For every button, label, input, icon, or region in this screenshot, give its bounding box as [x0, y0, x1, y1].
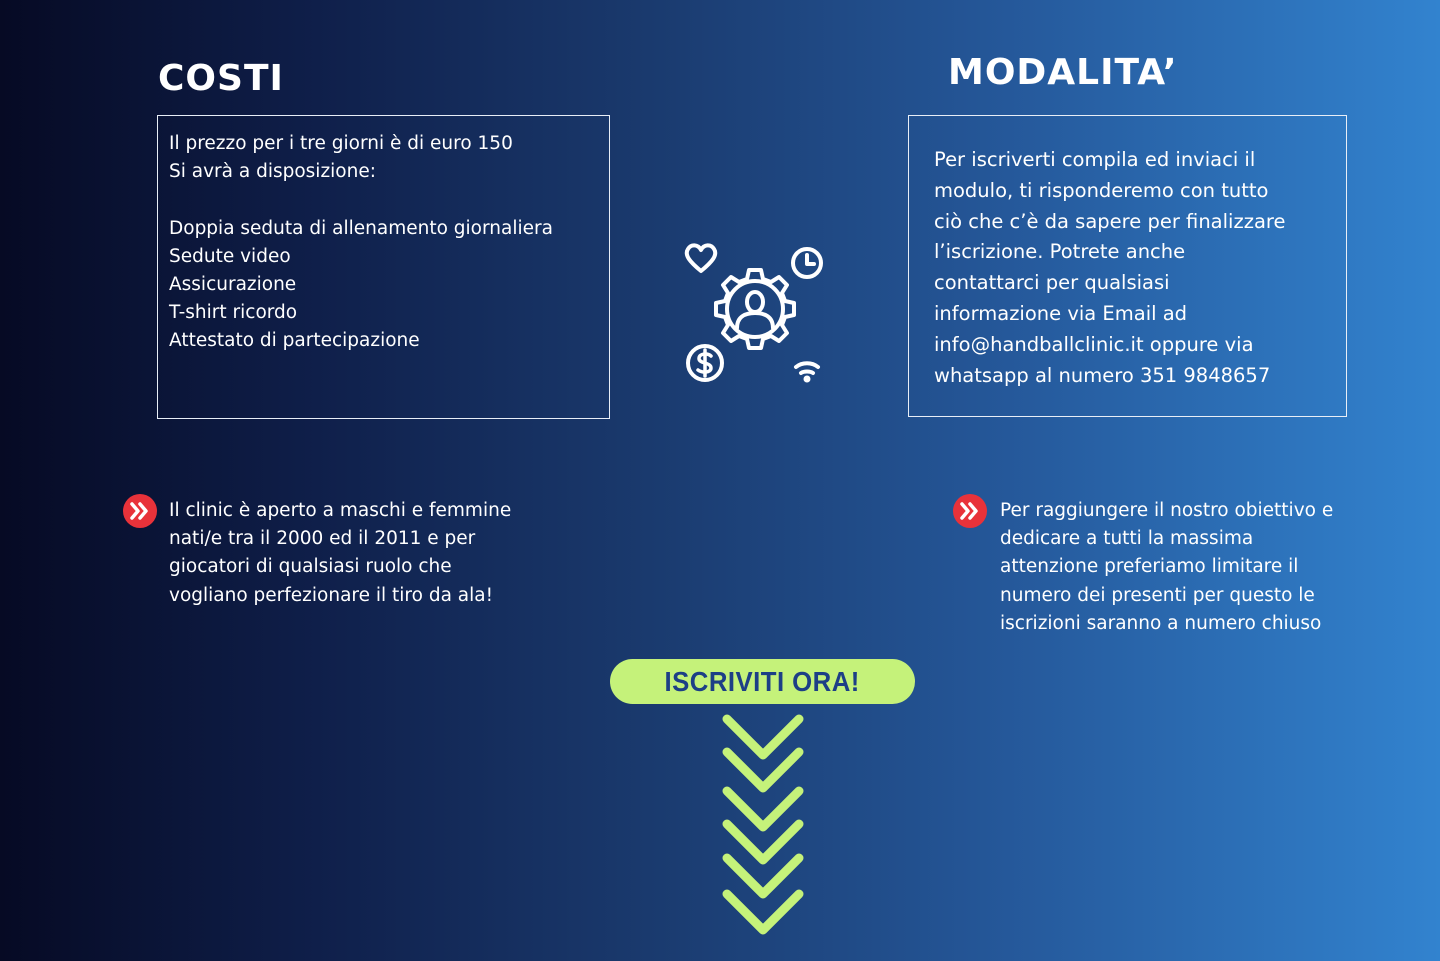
person-icon	[737, 292, 773, 328]
modalita-line: ciò che c’è da sapere per finalizzare	[934, 209, 1286, 233]
costi-line-blank	[169, 186, 599, 214]
costi-line: Il prezzo per i tre giorni è di euro 150	[169, 133, 513, 154]
left-note-line: Il clinic è aperto a maschi e femmine	[169, 500, 512, 521]
right-note-line: dedicare a tutti la massima	[1000, 528, 1254, 550]
costi-line: Sedute video	[169, 245, 291, 267]
modalita-line: contattarci per qualsiasi	[934, 271, 1170, 295]
clock-icon	[793, 249, 821, 277]
iscriviti-ora-button[interactable]	[610, 659, 915, 704]
dollar-coin-icon	[688, 346, 722, 380]
costi-line: Attestato di partecipazione	[169, 330, 420, 352]
modalita-line: Per iscriverti compila ed inviaci il	[934, 148, 1256, 171]
chevron-down-icon-stack	[720, 712, 806, 938]
gear-person-icon	[680, 238, 830, 388]
double-chevron-right-icon	[123, 494, 157, 528]
gear-outline	[716, 270, 794, 348]
chevron-down-icon	[727, 791, 799, 827]
right-note-line: attenzione preferiamo limitare il	[1000, 556, 1299, 578]
modalita-line: modulo, ti risponderemo con tutto	[934, 178, 1269, 202]
costi-line: Assicurazione	[169, 274, 297, 295]
left-note-line: vogliano perfezionare il tiro da ala!	[169, 584, 494, 606]
wifi-icon	[796, 363, 818, 380]
double-chevron-right-icon	[953, 494, 987, 528]
costi-line: Doppia seduta di allenamento giornaliera	[169, 217, 553, 239]
modalita-heading: MODALITA’	[948, 52, 1178, 93]
costi-line: Si avrà a disposizione:	[169, 161, 376, 183]
iscriviti-ora-label: ISCRIVITI ORA!	[664, 665, 861, 697]
right-note-line: Per raggiungere il nostro obiettivo e	[1000, 500, 1334, 521]
chevron-down-icon	[727, 719, 799, 755]
chevron-down-icon	[727, 894, 799, 930]
modalita-line: whatsapp al numero 351 9848657	[934, 363, 1271, 387]
costi-line: T-shirt ricordo	[169, 302, 298, 324]
modalita-line: info@handballclinic.it oppure via	[934, 332, 1254, 356]
costi-box	[157, 115, 610, 419]
left-note-line: nati/e tra il 2000 ed il 2011 e per	[169, 528, 476, 550]
heart-icon	[687, 245, 715, 271]
left-note-line: giocatori di qualsiasi ruolo che	[169, 556, 452, 578]
modalita-line: l’iscrizione. Potrete anche	[934, 240, 1186, 264]
right-note-line: iscrizioni saranno a numero chiuso	[1000, 612, 1322, 634]
modalita-line: informazione via Email ad	[934, 301, 1188, 325]
right-note	[1000, 497, 1333, 638]
right-note-line: numero dei presenti per questo le	[1000, 584, 1315, 606]
modalita-box	[908, 115, 1347, 417]
costi-heading: COSTI	[158, 58, 284, 99]
left-note	[169, 497, 511, 610]
